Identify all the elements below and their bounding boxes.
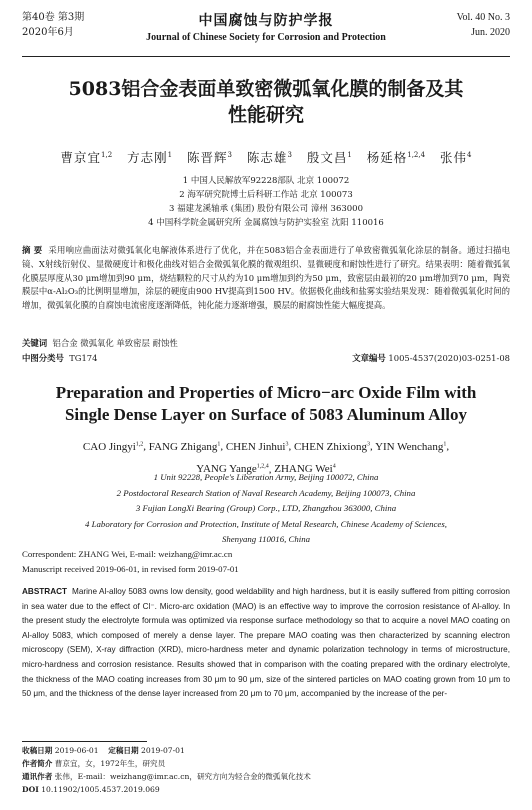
authors-cn xyxy=(20,148,512,166)
author-affil-sup: 3 xyxy=(366,441,370,447)
author-name: CHEN Zhixiong xyxy=(293,440,367,453)
author-affil-sup: 1 xyxy=(347,150,352,159)
author-en xyxy=(226,441,289,453)
affiliations-cn xyxy=(40,174,492,230)
author-cn xyxy=(367,150,425,165)
footnote-divider xyxy=(22,741,147,742)
title-en-line: Preparation and Properties of Micro−arc Oxide Film with xyxy=(55,383,477,402)
author-affil-sup: 3 xyxy=(227,150,232,159)
author-en xyxy=(83,441,143,453)
author-affil-sup: 4 xyxy=(467,150,472,159)
abstract-cn-text: 采用响应曲面法对微弧氧化电解液体系进行了优化，并在5083铝合金表面进行了单致密微弧氧化涂层的制备。通过扫描电镜、X射线衍射仪、显微硬度计和极化曲线对铝合金微弧氧化膜的微观组织、显微硬度和耐蚀性进行了研究。结果表明：随着微弧氧化膜层厚度从30 μm增加到90 μm，烧结颗粒的尺寸从约为10 μm增加到约为50 μm，致密层由最初的20 μm增加到70 μm，陶瓷膜层中α-Al₂O₃的比例明显增加，涂层的硬度由900 HV提高到1500 HV。依据极化曲线和盐雾实验结果发现：随着微弧氧化时间的增加，微弧氧化膜的自腐蚀电流密度逐渐降低，钝化能力逐渐增强，膜层的耐腐蚀性能大幅度提高。 xyxy=(22,245,511,311)
accepted-label: 定稿日期 xyxy=(108,746,139,755)
author-cn xyxy=(247,150,292,165)
footnote-doi xyxy=(22,783,510,796)
author-affil-sup: 3 xyxy=(285,441,289,447)
journal-name-en: Journal of Chinese Society for Corrosion and Protection xyxy=(146,32,386,43)
received-date: 2019-06-01 xyxy=(54,746,99,755)
affiliation-en: 2 Postdoctoral Research Station of Naval Research Academy, Beijing 100073, China xyxy=(116,487,416,498)
author-en xyxy=(375,441,446,453)
author-name: 方志刚 xyxy=(127,150,168,165)
affiliation-en: 3 Fujian LongXi Bearing (Group) Corp., LTD, Zhangzhou 363000, China xyxy=(135,503,397,513)
journal-name-cn: 中国腐蚀与防护学报 xyxy=(198,13,334,29)
affiliation-cn: 4 中国科学院金属研究所 金属腐蚀与防护实验室 沈阳 110016 xyxy=(148,218,384,228)
article-number xyxy=(352,352,510,364)
footnote-corr xyxy=(22,770,510,783)
author-name: 张伟 xyxy=(439,150,467,165)
article-no-value: 1005-4537(2020)03-0251-08 xyxy=(388,353,510,363)
clc-label: 中图分类号 xyxy=(22,353,64,363)
author-affil-sup: 1 xyxy=(167,150,173,159)
author-name: 殷文昌 xyxy=(306,150,348,165)
author-name: FANG Zhigang xyxy=(148,440,218,453)
date-cn: 2020年6月 xyxy=(22,27,74,38)
abstract-en xyxy=(22,585,510,702)
author-affil-sup: 4 xyxy=(332,463,336,470)
author-name: YIN Wenchang xyxy=(375,440,444,453)
author-affil-sup: 1,2,4 xyxy=(407,150,426,159)
abstract-en-label: ABSTRACT xyxy=(22,587,68,596)
author-name: 曹京宜 xyxy=(60,150,102,165)
corr-info: 张伟，E-mail：weizhang@imr.ac.cn，研究方向为轻合金的微弧氧化技术 xyxy=(54,772,311,781)
clc-value: TG174 xyxy=(69,353,98,363)
doi-label: DOI xyxy=(22,785,39,794)
author-intro-label: 作者简介 xyxy=(22,759,53,768)
corr-label: 通讯作者 xyxy=(22,772,53,781)
title-en-line: Single Dense Layer on Surface of 5083 Aluminum Alloy xyxy=(64,405,468,424)
affiliation-cn: 3 福建龙溪轴承 (集团) 股份有限公司 漳州 363000 xyxy=(169,204,363,214)
author-cn xyxy=(61,150,113,165)
affiliation-en: 1 Unit 92228, People's Liberation Army, Beijing 100072, China xyxy=(153,472,379,482)
doi-value: 10.11902/1005.4537.2019.069 xyxy=(41,785,160,794)
author-affil-sup: 1,2 xyxy=(135,441,144,447)
author-intro: 曹京宜，女，1972年生，研究员 xyxy=(54,759,166,768)
paper-title-en xyxy=(30,382,502,426)
author-name: ZHANG Wei xyxy=(274,463,333,476)
author-cn xyxy=(440,150,471,165)
author-cn xyxy=(187,150,232,165)
correspondence-block xyxy=(22,547,510,577)
vol-issue-en: Vol. 40 No. 3 xyxy=(456,12,510,23)
author-name: CHEN Jinhui xyxy=(225,440,286,453)
author-name: CAO Jingyi xyxy=(82,440,136,453)
author-affil-sup: 1,2 xyxy=(101,150,113,159)
affiliation-en: 4 Laboratory for Corrosion and Protection, Institute of Metal Research, Chinese Academy of Sciences, xyxy=(85,518,447,529)
header-divider xyxy=(22,56,510,57)
title-cn-line: 5083铝合金表面单致密微弧氧化膜的制备及其 xyxy=(68,78,464,100)
article-no-label: 文章编号 xyxy=(352,353,386,363)
footnote xyxy=(22,744,510,796)
author-name: YANG Yange xyxy=(196,463,257,476)
journal-header xyxy=(22,10,510,54)
manuscript-dates: Manuscript received 2019-06-01, in revised form 2019-07-01 xyxy=(22,564,239,574)
paper-title-cn xyxy=(30,76,502,128)
date-en: Jun. 2020 xyxy=(471,27,510,38)
author-name: 杨延格 xyxy=(366,150,408,165)
authors-en-line: YANG Yange$^{1,2,4}$, ZHANG Wei$^4$ xyxy=(196,463,336,476)
received-label: 收稿日期 xyxy=(22,746,53,755)
author-affil-sup: 1 xyxy=(443,441,447,447)
footnote-author xyxy=(22,757,510,770)
author-en xyxy=(294,441,370,453)
abstract-cn xyxy=(22,244,510,313)
author-en xyxy=(149,441,221,453)
affiliation-cn: 1 中国人民解放军92228部队 北京 100072 xyxy=(182,176,350,186)
authors-en-line: CAO Jingyi$^{1,2}$, FANG Zhigang$^1$, CHEN Jinhui$^3$, CHEN Zhixiong$^3$, YIN Wenchang$^1$, xyxy=(82,440,450,453)
affiliation-en: Shenyang 110016, China xyxy=(221,534,311,544)
affiliation-cn: 2 海军研究院博士后科研工作站 北京 100073 xyxy=(179,190,353,200)
classification-row xyxy=(22,352,510,364)
author-affil-sup: 1 xyxy=(217,441,221,447)
abstract-cn-label: 摘 要 xyxy=(22,245,43,255)
author-name: 陈晋辉 xyxy=(187,150,228,165)
correspondent-line: Correspondent: ZHANG Wei, E-mail: weizhang@imr.ac.cn xyxy=(22,549,233,559)
footnote-dates xyxy=(22,744,510,757)
author-affil-sup: 3 xyxy=(287,150,292,159)
keywords-cn xyxy=(22,337,510,349)
author-cn xyxy=(127,150,172,165)
header-center xyxy=(22,10,510,43)
keywords-cn-label: 关键词 xyxy=(22,338,48,348)
abstract-en-text: Marine Al-alloy 5083 owns low density, good weldability and high hardness, but it is easily suffered from pitting corrosion in sea water due to the effect of Cl⁻. Micro-arc oxidation (MAO) is an effective way to improve the corrosion resistance of Al-alloy. In the present study the electrolyte formula was optimized via response surface methodology so that to acquire a novel MAO coating on Al-alloy 5083, which composed of merely a dense layer. The prepare MAO coating was then characterized by scanning electron microscopy (SEM), X-ray diffraction (XRD), micro-hardness meter and dynamic polarization technology in terms of microstructure, micro-hardness and corrosion resistance. Results showed that in comparison with the coating prepared with the ordinary electrolyte, the thickness of the MAO coating increases from 30 μm to 90 μm, size of the sintered particles on MAO coating grown from 10 μm to 50 μm, and the thickness of the dense layer increased from 20 μm to 70 μm, accompanied by the increase of the per- xyxy=(22,587,510,699)
vol-issue-cn: 第40卷 第3期 xyxy=(22,12,85,23)
author-affil-sup: 1,2,4 xyxy=(256,463,269,470)
title-cn-line: 性能研究 xyxy=(227,104,304,126)
affiliations-en xyxy=(30,470,502,548)
author-cn xyxy=(307,150,352,165)
accepted-date: 2019-07-01 xyxy=(141,746,185,755)
keywords-cn-text: 铝合金 微弧氧化 单致密层 耐蚀性 xyxy=(52,338,178,348)
author-name: 陈志雄 xyxy=(246,150,288,165)
header-right xyxy=(457,10,510,40)
